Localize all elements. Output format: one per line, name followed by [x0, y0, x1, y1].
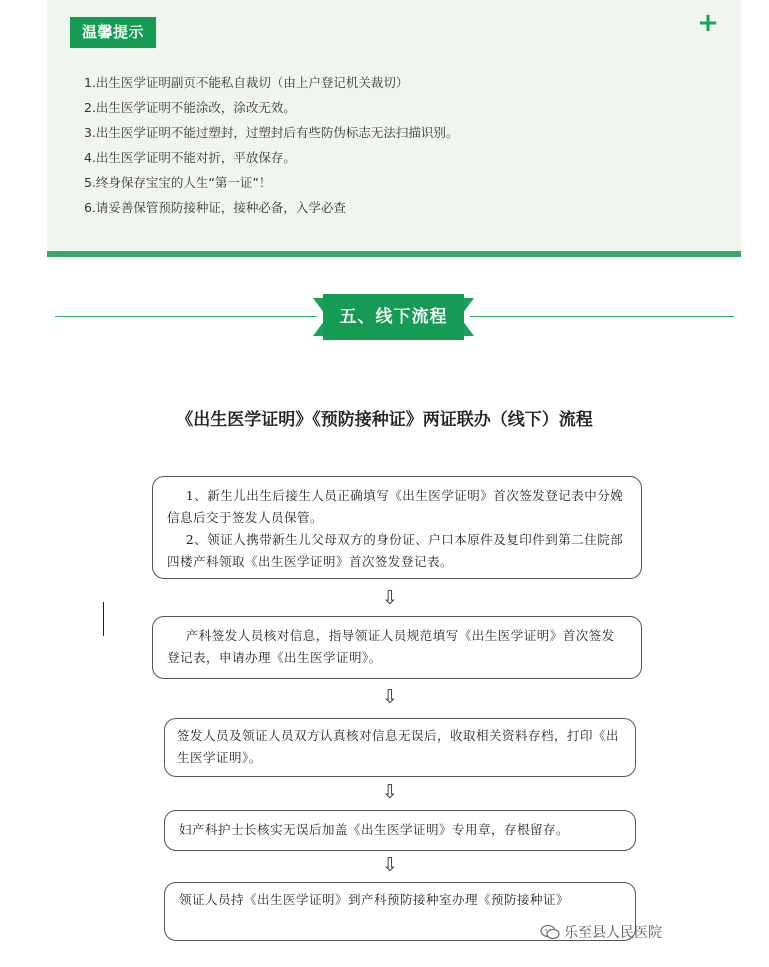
down-arrow-icon: ⇩ — [382, 854, 398, 876]
tip-item: 2.出生医学证明不能涂改，涂改无效。 — [84, 100, 296, 115]
tips-list — [84, 73, 458, 223]
flow-step-1-line1: 1、新生儿出生后接生人员正确填写《出生医学证明》首次签发登记表中分娩信息后交于签发人员保管。 — [167, 488, 624, 525]
tips-panel — [47, 0, 741, 257]
flowchart-title: 《出生医学证明》《预防接种证》两证联办（线下）流程 — [176, 410, 593, 430]
tip-item: 5.终身保存宝宝的人生“第一证”！ — [84, 175, 272, 190]
flow-step-2-text: 产科签发人员核对信息，指导领证人员规范填写《出生医学证明》首次签发登记表，申请办理《出生医学证明》。 — [167, 628, 615, 665]
flow-step-2 — [152, 616, 642, 679]
section-header — [313, 294, 474, 340]
flow-step-5-text: 领证人员持《出生医学证明》到产科预防接种室办理《预防接种证》 — [179, 892, 570, 907]
flow-step-3-text: 签发人员及领证人员双方认真核对信息无误后，收取相关资料存档，打印《出生医学证明》。 — [177, 728, 620, 765]
flow-step-1-line2: 2、领证人携带新生儿父母双方的身份证、户口本原件及复印件到第二住院部四楼产科领取《出生医学证明》首次签发登记表。 — [167, 532, 624, 569]
down-arrow-icon: ⇩ — [382, 686, 398, 708]
flow-step-4-text: 妇产科护士长核实无误后加盖《出生医学证明》专用章，存根留存。 — [179, 822, 570, 837]
section-title: 五、线下流程 — [339, 307, 448, 327]
flow-step-1 — [152, 476, 642, 579]
down-arrow-icon: ⇩ — [382, 781, 398, 803]
section-divider-right — [470, 316, 734, 317]
flow-step-3 — [164, 718, 636, 777]
tips-badge: 温馨提示 — [70, 17, 156, 48]
watermark-text: 乐至县人民医院 — [564, 925, 662, 941]
tip-item: 6.请妥善保管预防接种证，接种必备，入学必查 — [84, 200, 346, 215]
section-divider-left — [55, 316, 317, 317]
plus-icon[interactable]: + — [697, 8, 719, 38]
wechat-icon — [540, 924, 560, 940]
flow-step-4 — [164, 810, 636, 851]
down-arrow-icon: ⇩ — [382, 587, 398, 609]
text-cursor — [103, 602, 104, 636]
watermark — [540, 921, 662, 943]
tip-item: 1.出生医学证明副页不能私自裁切（由上户登记机关裁切） — [84, 75, 409, 90]
tip-item: 3.出生医学证明不能过塑封，过塑封后有些防伪标志无法扫描识别。 — [84, 125, 459, 140]
tip-item: 4.出生医学证明不能对折，平放保存。 — [84, 150, 296, 165]
